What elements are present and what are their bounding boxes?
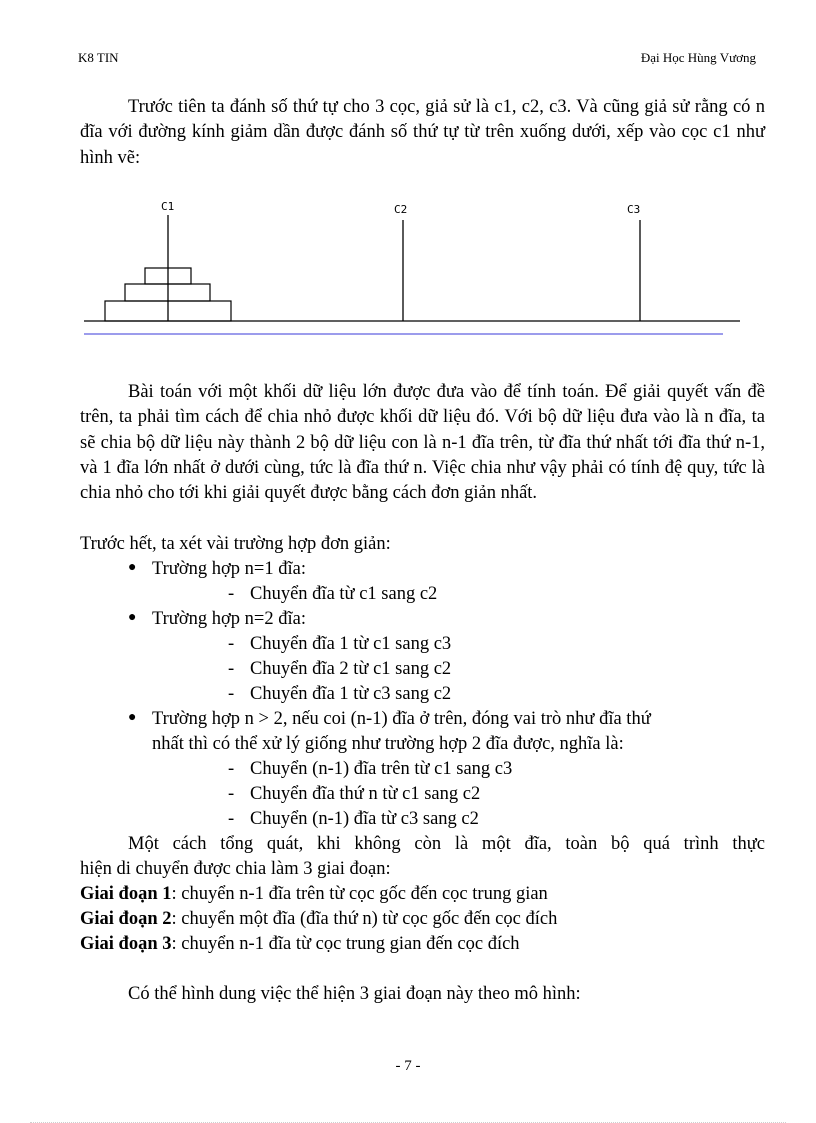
page-number: - 7 - — [395, 1058, 421, 1074]
stage-3-text: : chuyển n-1 đĩa từ cọc trung gian đến cọc đích — [171, 934, 520, 954]
stage-3 — [80, 932, 520, 957]
peg-label-c3: C3 — [627, 203, 641, 216]
stage-2-text: : chuyển một đĩa (đĩa thứ n) từ cọc gốc đến cọc đích — [171, 909, 558, 929]
stage-2 — [80, 907, 557, 932]
case2-step-2: Chuyển đĩa 2 từ c1 sang c2 — [250, 659, 452, 679]
bullet-icon: ● — [128, 710, 137, 725]
stage-3-label: Giai đoạn 3 — [80, 934, 172, 954]
peg-label-c2: C2 — [394, 203, 408, 216]
general-line-2: hiện di chuyển được chia làm 3 giai đoạn: — [80, 859, 391, 879]
stage-1 — [80, 882, 548, 907]
dash-icon: - — [228, 684, 235, 704]
case3-step-1: Chuyển (n-1) đĩa trên từ c1 sang c3 — [250, 759, 513, 779]
paragraph-intro — [80, 95, 765, 171]
case3-title-line2: nhất thì có thể xử lý giống như trường hợp 2 đĩa được, nghĩa là: — [152, 734, 624, 754]
bullet-icon: ● — [128, 610, 137, 625]
dash-icon: - — [228, 659, 235, 679]
peg-label-c1: C1 — [161, 200, 175, 213]
paragraph-analysis-text: Bài toán với một khối dữ liệu lớn được đưa vào để tính toán. Để giải quyết vấn đề trên, ta phải tìm cách để chia nhỏ được khối dữ liệu đó. Với bộ dữ liệu đưa vào là n đĩa, ta sẽ chia bộ dữ liệu này thành 2 bộ dữ liệu con là n-1 đĩa trên, từ đĩa thứ nhất tới đĩa thứ n-1, và 1 đĩa lớn nhất ở dưới cùng, tức là đĩa thứ n. Việc chia như vậy phải có tính đệ quy, tức là chia nhỏ cho tới khi giải quyết được bằng cách đơn giản nhất. — [80, 382, 765, 504]
closing-line: Có thể hình dung việc thể hiện 3 giai đoạn này theo mô hình: — [128, 984, 581, 1004]
header-right: Đại Học Hùng Vương — [640, 50, 756, 65]
dash-icon: - — [228, 784, 235, 804]
stage-1-text: : chuyển n-1 đĩa trên từ cọc gốc đến cọc trung gian — [171, 884, 548, 904]
dash-icon: - — [228, 584, 235, 604]
header-left: K8 TIN — [78, 50, 119, 65]
case2-title: Trường hợp n=2 đĩa: — [152, 609, 306, 629]
dash-icon: - — [228, 634, 235, 654]
dash-icon: - — [228, 759, 235, 779]
case2-step-1: Chuyển đĩa 1 từ c1 sang c3 — [250, 634, 452, 654]
bullet-icon: ● — [128, 560, 137, 575]
general-line-1: Một cách tổng quát, khi không còn là một đĩa, toàn bộ quá trình thực — [128, 834, 765, 854]
stage-2-label: Giai đoạn 2 — [80, 909, 172, 929]
dash-icon: - — [228, 809, 235, 829]
case2-step-3: Chuyển đĩa 1 từ c3 sang c2 — [250, 684, 452, 704]
stage-1-label: Giai đoạn 1 — [80, 884, 172, 904]
case3-title-line1: Trường hợp n > 2, nếu coi (n-1) đĩa ở trên, đóng vai trò như đĩa thứ — [152, 709, 651, 729]
intro-line: Trước hết, ta xét vài trường hợp đơn giản: — [80, 534, 391, 554]
case3-step-3: Chuyển (n-1) đĩa từ c3 sang c2 — [250, 809, 479, 829]
case3-step-2: Chuyển đĩa thứ n từ c1 sang c2 — [250, 784, 481, 804]
paragraph-intro-text: Trước tiên ta đánh số thứ tự cho 3 cọc, giả sử là c1, c2, c3. Và cũng giả sử rằng có n đĩa với đường kính giảm dần được đánh số thứ tự từ trên xuống dưới, xếp vào cọc c1 như hình vẽ: — [80, 97, 765, 168]
case1-title: Trường hợp n=1 đĩa: — [152, 559, 306, 579]
paragraph-analysis — [80, 380, 765, 506]
hanoi-figure — [78, 190, 758, 340]
case1-step-1: Chuyển đĩa từ c1 sang c2 — [250, 584, 438, 604]
